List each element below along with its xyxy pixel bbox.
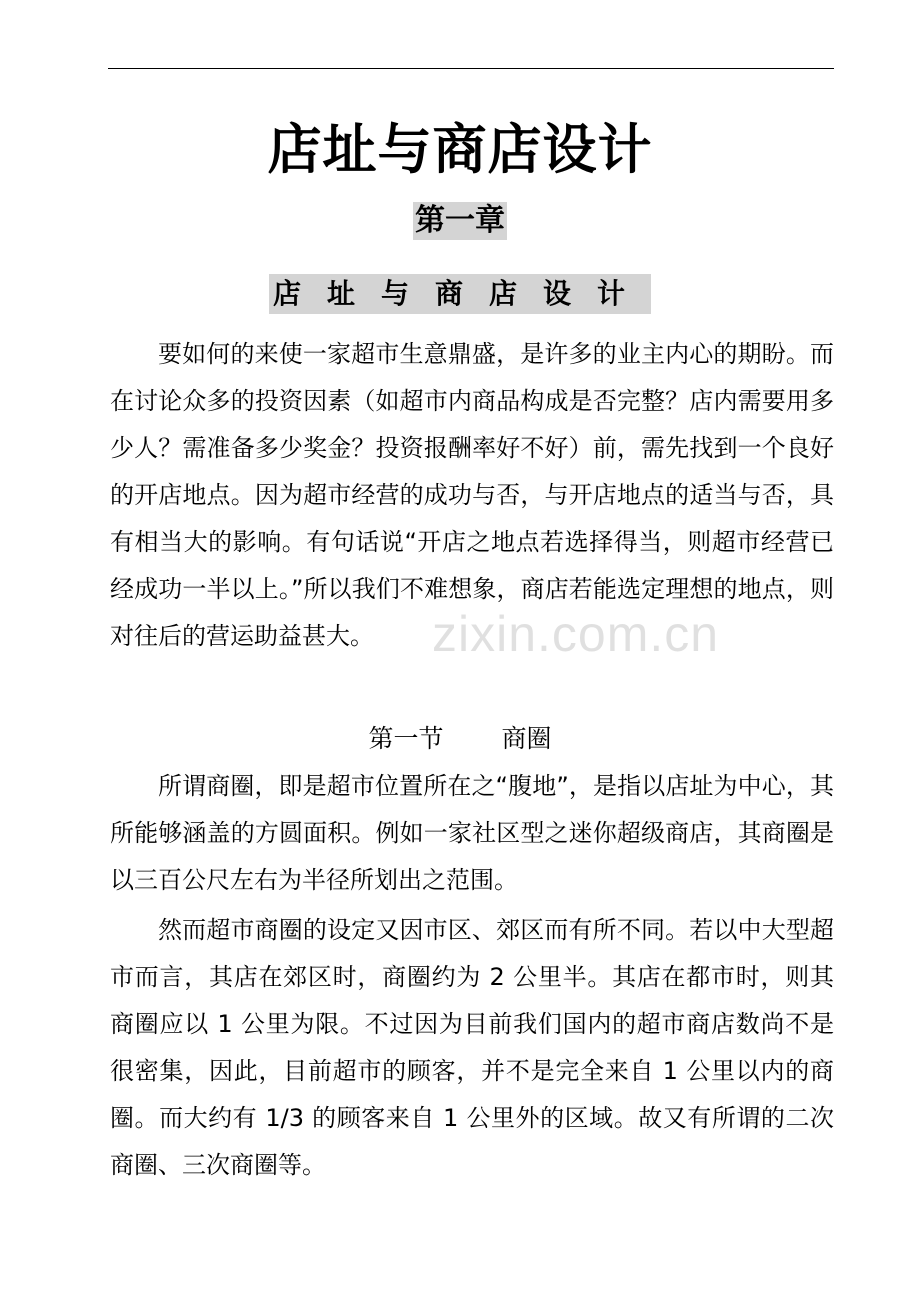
chapter-label-wrap bbox=[0, 202, 920, 240]
chapter-title: 店址与商店设计 bbox=[269, 274, 651, 314]
section-name: 商圈 bbox=[501, 724, 552, 753]
document-title: 店址与商店设计 bbox=[267, 118, 653, 181]
section-paragraph-2: 然而超市商圈的设定又因市区、郊区而有所不同。若以中大型超市而言，其店在郊区时，商圈约为 2 公里半。其店在都市时，则其商圈应以 1 公里为限。不过因为目前我们国内的超市商店数尚不是很密集，因此，目前超市的顾客，并不是完全来自 1 公里以内的商圈。而大约有 1/3 的顾客来自 1 公里外的区域。故又有所谓的二次商圈、三次商圈等。 bbox=[110, 916, 834, 1179]
intro-paragraph: 要如何的来使一家超市生意鼎盛，是许多的业主内心的期盼。而在讨论众多的投资因素（如超市内商品构成是否完整？店内需要用多少人？需准备多少奖金？投资报酬率好不好）前，需先找到一个良好的开店地点。因为超市经营的成功与否，与开店地点的适当与否，具有相当大的影响。有句话说“开店之地点若选择得当，则超市经营已经成功一半以上。”所以我们不难想象，商店若能选定理想的地点，则对往后的营运助益甚大。 bbox=[110, 340, 834, 650]
watermark: zixin.com.cn bbox=[432, 606, 720, 662]
section-paragraph-1: 所谓商圈，即是超市位置所在之“腹地”，是指以店址为中心，其所能够涵盖的方圆面积。例如一家社区型之迷你超级商店，其商圈是以三百公尺左右为半径所划出之范围。 bbox=[110, 772, 834, 894]
chapter-label: 第一章 bbox=[415, 203, 505, 238]
section-number: 第一节 bbox=[368, 724, 444, 753]
section-heading bbox=[0, 717, 920, 761]
header-rule bbox=[108, 68, 834, 69]
chapter-title-wrap bbox=[0, 274, 920, 314]
